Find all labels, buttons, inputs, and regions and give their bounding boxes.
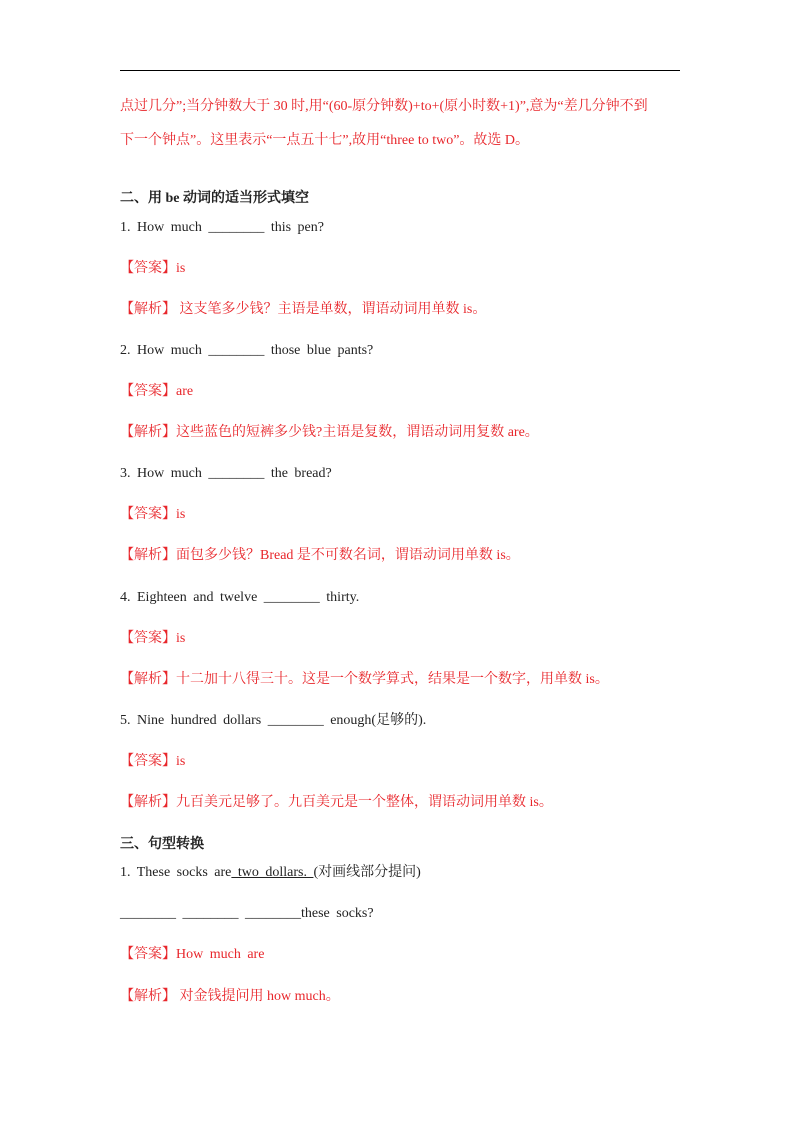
section2-a3: 【答案】is (120, 507, 186, 522)
section2-e5: 【解析】九百美元足够了。九百美元是一个整体，谓语动词用单数 is。 (120, 795, 553, 810)
intro-line-1: 点过几分”;当分钟数大于 30 时,用“(60-原分钟数)+to+(原小时数+1)”,意为“差几分钟不到 (120, 99, 648, 114)
section2-q1: 1. How much ________ this pen? (120, 220, 324, 235)
section3-heading: 三、句型转换 (120, 837, 204, 852)
section2-q2: 2. How much ________ those blue pants? (120, 343, 374, 358)
section3-blanks: ________ ________ ________these socks? (120, 906, 374, 921)
intro-line-2: 下一个钟点”。这里表示“一点五十七”,故用“three to two”。故选 D。 (120, 133, 530, 148)
section2-a1: 【答案】is (120, 261, 186, 276)
section2-a5: 【答案】is (120, 754, 186, 769)
section3-e1: 【解析】 对金钱提问用 how much。 (120, 989, 340, 1004)
section3-a1: 【答案】How much are (120, 947, 265, 962)
section3-q1 (120, 864, 421, 882)
section3-q1-prefix: 1. These socks are (120, 865, 232, 880)
section2-e2: 【解析】这些蓝色的短裤多少钱?主语是复数，谓语动词用复数 are。 (120, 425, 539, 440)
section2-e3: 【解析】面包多少钱？Bread 是不可数名词，谓语动词用单数 is。 (120, 548, 520, 563)
section2-a2: 【答案】are (120, 384, 194, 399)
section2-q3: 3. How much ________ the bread? (120, 466, 332, 481)
section2-heading: 二、用 be 动词的适当形式填空 (120, 191, 309, 206)
section3-q1-underlined: two dollars. (231, 865, 314, 880)
section2-q5: 5. Nine hundred dollars ________ enough(足够的). (120, 713, 427, 728)
section2-a4: 【答案】is (120, 631, 186, 646)
header-rule (120, 70, 680, 71)
section2-e4: 【解析】十二加十八得三十。这是一个数学算式，结果是一个数字，用单数 is。 (120, 672, 609, 687)
section3-q1-suffix: (对画线部分提问) (313, 865, 421, 880)
section2-q4: 4. Eighteen and twelve ________ thirty. (120, 590, 360, 605)
section2-e1: 【解析】 这支笔多少钱？主语是单数，谓语动词用单数 is。 (120, 302, 487, 317)
